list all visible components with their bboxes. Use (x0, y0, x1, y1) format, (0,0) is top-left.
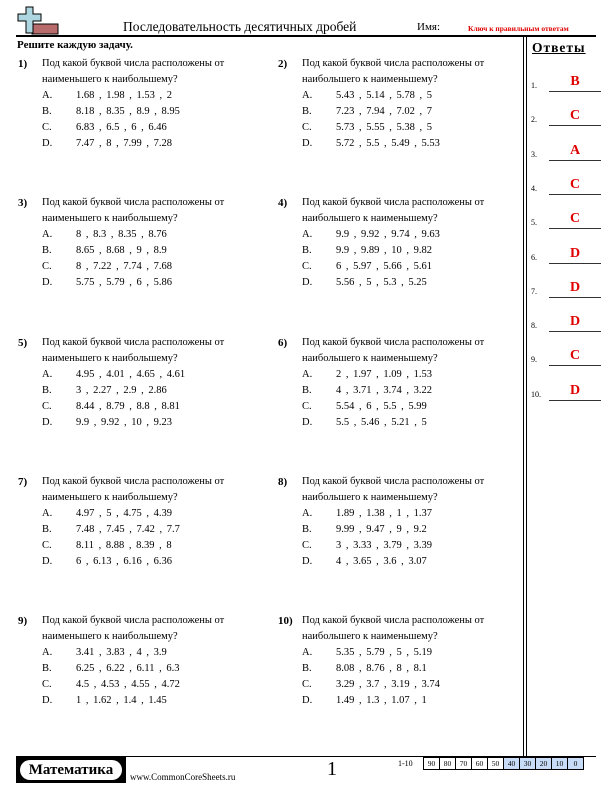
answer-number: 2. (531, 115, 537, 125)
question-text: Под какой буквой числа расположены от наибольшего к наименьшему? (302, 197, 485, 224)
option-values: 5.35 , 5.79 , 5 , 5.19 (336, 647, 432, 658)
option-values: 8 , 7.22 , 7.74 , 7.68 (76, 261, 172, 272)
site-url: www.CommonCoreSheets.ru (130, 772, 236, 782)
option-values: 8.11 , 8.88 , 8.39 , 8 (76, 540, 172, 551)
option-values: 3 , 2.27 , 2.9 , 2.86 (76, 385, 167, 396)
option-values: 7.23 , 7.94 , 7.02 , 7 (336, 106, 432, 117)
answer-row (531, 141, 601, 161)
math-badge-label: Математика (20, 760, 122, 780)
option-values: 6 , 6.13 , 6.16 , 6.36 (76, 556, 172, 567)
option-letter: B. (302, 385, 312, 396)
answer-value: D (569, 279, 581, 295)
option-letter: C. (302, 122, 312, 133)
question-number: 10) (278, 615, 293, 627)
score-cell: 30 (520, 758, 536, 769)
answer-number: 5. (531, 218, 537, 228)
option-values: 1.68 , 1.98 , 1.53 , 2 (76, 90, 172, 101)
question-number: 9) (18, 615, 28, 627)
answer-value: A (569, 142, 581, 158)
score-cell: 10 (552, 758, 568, 769)
question-text: Под какой буквой числа расположены от наибольшего к наименьшему? (302, 58, 485, 85)
option-letter: C. (42, 401, 52, 412)
option-values: 3.41 , 3.83 , 4 , 3.9 (76, 647, 167, 658)
question-number: 1) (18, 58, 28, 70)
option-letter: A. (302, 647, 313, 658)
score-cell: 60 (472, 758, 488, 769)
answer-number: 8. (531, 321, 537, 331)
question-number: 8) (278, 476, 288, 488)
option-values: 7.47 , 8 , 7.99 , 7.28 (76, 138, 172, 149)
option-values: 5.75 , 5.79 , 6 , 5.86 (76, 277, 172, 288)
score-cell: 0 (568, 758, 583, 769)
page-number: 1 (327, 758, 337, 780)
option-letter: C. (42, 540, 52, 551)
option-letter: B. (302, 663, 312, 674)
question-text: Под какой буквой числа расположены от наибольшего к наименьшему? (302, 337, 485, 364)
score-cell: 80 (440, 758, 456, 769)
answer-number: 10. (531, 389, 541, 399)
answer-row (531, 209, 601, 229)
answers-divider-inner (526, 37, 527, 756)
answer-number: 1. (531, 81, 537, 90)
option-values: 4.95 , 4.01 , 4.65 , 4.61 (76, 369, 186, 380)
answer-value: D (569, 382, 581, 398)
answers-title: Ответы (532, 40, 586, 55)
option-values: 8 , 8.3 , 8.35 , 8.76 (76, 229, 167, 240)
answer-number: 9. (531, 355, 537, 365)
answer-row (531, 175, 601, 195)
question-number: 5) (18, 337, 28, 349)
question-number: 7) (18, 476, 28, 488)
option-letter: C. (302, 261, 312, 272)
answer-value: C (569, 108, 581, 124)
question-number: 3) (18, 197, 28, 209)
answer-row (531, 72, 601, 92)
option-values: 5.56 , 5 , 5.3 , 5.25 (336, 277, 427, 288)
answers-divider (523, 37, 524, 756)
question-text: Под какой буквой числа расположены от наименьшего к наибольшему? (42, 476, 225, 503)
option-letter: D. (302, 417, 313, 428)
answer-line (549, 400, 601, 401)
answer-number: 7. (531, 286, 537, 296)
answer-line (549, 297, 601, 298)
option-letter: D. (42, 556, 53, 567)
answer-line (549, 194, 601, 195)
option-values: 1.89 , 1.38 , 1 , 1.37 (336, 508, 432, 519)
option-values: 9.9 , 9.89 , 10 , 9.82 (336, 245, 432, 256)
score-cell: 50 (488, 758, 504, 769)
option-letter: A. (302, 229, 313, 240)
option-letter: C. (302, 401, 312, 412)
option-values: 4.97 , 5 , 4.75 , 4.39 (76, 508, 172, 519)
option-letter: C. (302, 679, 312, 690)
option-letter: A. (302, 369, 313, 380)
option-values: 9.9 , 9.92 , 10 , 9.23 (76, 417, 172, 428)
name-label: Имя: (417, 21, 441, 33)
page-title: Последовательность десятичных дробей (123, 19, 357, 34)
option-values: 7.48 , 7.45 , 7.42 , 7.7 (76, 524, 180, 535)
option-values: 8.08 , 8.76 , 8 , 8.1 (336, 663, 427, 674)
answer-line (549, 331, 601, 332)
option-letter: B. (302, 524, 312, 535)
answer-line (549, 365, 601, 366)
option-values: 6.25 , 6.22 , 6.11 , 6.3 (76, 663, 180, 674)
answer-line (549, 91, 601, 92)
question-text: Под какой буквой числа расположены от наименьшего к наибольшему? (42, 337, 225, 364)
option-letter: D. (302, 556, 313, 567)
answer-key-label: Ключ к правильным ответам (468, 24, 569, 33)
option-letter: A. (42, 90, 53, 101)
answer-number: 4. (531, 183, 537, 193)
option-values: 1 , 1.62 , 1.4 , 1.45 (76, 695, 167, 706)
option-letter: D. (302, 277, 313, 288)
answer-line (549, 263, 601, 264)
answer-line (549, 228, 601, 229)
answer-row (531, 346, 601, 366)
answer-line (549, 125, 601, 126)
option-values: 5.43 , 5.14 , 5.78 , 5 (336, 90, 432, 101)
option-values: 8.44 , 8.79 , 8.8 , 8.81 (76, 401, 180, 412)
plus-minus-logo-icon (16, 6, 60, 36)
question-text: Под какой буквой числа расположены от наибольшего к наименьшему? (302, 476, 485, 503)
score-table (423, 757, 584, 770)
option-letter: B. (42, 663, 52, 674)
answer-value: C (569, 211, 581, 227)
answer-value: D (569, 314, 581, 330)
question-text: Под какой буквой числа расположены от наименьшего к наибольшему? (42, 615, 225, 642)
option-letter: A. (42, 647, 53, 658)
option-letter: A. (302, 508, 313, 519)
score-cell: 90 (424, 758, 440, 769)
question-number: 4) (278, 197, 288, 209)
option-values: 4 , 3.65 , 3.6 , 3.07 (336, 556, 427, 567)
option-letter: B. (42, 524, 52, 535)
answer-number: 3. (531, 149, 537, 159)
option-letter: B. (42, 245, 52, 256)
option-values: 5.73 , 5.55 , 5.38 , 5 (336, 122, 432, 133)
option-letter: B. (42, 385, 52, 396)
option-letter: C. (42, 679, 52, 690)
question-text: Под какой буквой числа расположены от наименьшего к наибольшему? (42, 197, 225, 224)
option-letter: A. (42, 369, 53, 380)
option-letter: C. (42, 261, 52, 272)
option-letter: D. (302, 695, 313, 706)
answer-value: C (569, 176, 581, 192)
option-values: 9.99 , 9.47 , 9 , 9.2 (336, 524, 427, 535)
question-number: 6) (278, 337, 288, 349)
answer-value: B (570, 74, 580, 89)
score-cell: 20 (536, 758, 552, 769)
option-letter: B. (42, 106, 52, 117)
question-number: 2) (278, 58, 288, 70)
math-badge (16, 757, 126, 783)
header-divider (16, 35, 596, 37)
option-letter: D. (42, 417, 53, 428)
answer-row (531, 244, 601, 264)
option-values: 6.83 , 6.5 , 6 , 6.46 (76, 122, 167, 133)
option-values: 4 , 3.71 , 3.74 , 3.22 (336, 385, 432, 396)
score-cell: 40 (504, 758, 520, 769)
option-values: 3.29 , 3.7 , 3.19 , 3.74 (336, 679, 440, 690)
answer-row (531, 381, 601, 401)
score-range-label: 1-10 (398, 759, 413, 768)
option-values: 3 , 3.33 , 3.79 , 3.39 (336, 540, 432, 551)
option-letter: A. (302, 90, 313, 101)
answer-row (531, 312, 601, 332)
answer-row (531, 278, 601, 298)
option-values: 9.9 , 9.92 , 9.74 , 9.63 (336, 229, 440, 240)
option-letter: D. (42, 695, 53, 706)
option-letter: D. (42, 277, 53, 288)
option-letter: D. (302, 138, 313, 149)
instructions: Решите каждую задачу. (17, 39, 133, 51)
option-letter: A. (42, 508, 53, 519)
score-cell: 70 (456, 758, 472, 769)
option-values: 5.54 , 6 , 5.5 , 5.99 (336, 401, 427, 412)
option-letter: C. (302, 540, 312, 551)
option-values: 5.5 , 5.46 , 5.21 , 5 (336, 417, 427, 428)
option-values: 1.49 , 1.3 , 1.07 , 1 (336, 695, 427, 706)
question-text: Под какой буквой числа расположены от наибольшего к наименьшему? (302, 615, 485, 642)
option-letter: A. (42, 229, 53, 240)
option-letter: B. (302, 245, 312, 256)
answer-row (531, 106, 601, 126)
option-values: 8.18 , 8.35 , 8.9 , 8.95 (76, 106, 180, 117)
option-letter: B. (302, 106, 312, 117)
answer-number: 6. (531, 252, 537, 262)
answer-value: C (569, 348, 581, 364)
option-values: 8.65 , 8.68 , 9 , 8.9 (76, 245, 167, 256)
option-letter: D. (42, 138, 53, 149)
answer-line (549, 160, 601, 161)
option-letter: C. (42, 122, 52, 133)
option-values: 2 , 1.97 , 1.09 , 1.53 (336, 369, 432, 380)
question-text: Под какой буквой числа расположены от наименьшего к наибольшему? (42, 58, 225, 85)
option-values: 4.5 , 4.53 , 4.55 , 4.72 (76, 679, 180, 690)
option-values: 6 , 5.97 , 5.66 , 5.61 (336, 261, 432, 272)
answer-value: D (569, 245, 581, 261)
option-values: 5.72 , 5.5 , 5.49 , 5.53 (336, 138, 440, 149)
